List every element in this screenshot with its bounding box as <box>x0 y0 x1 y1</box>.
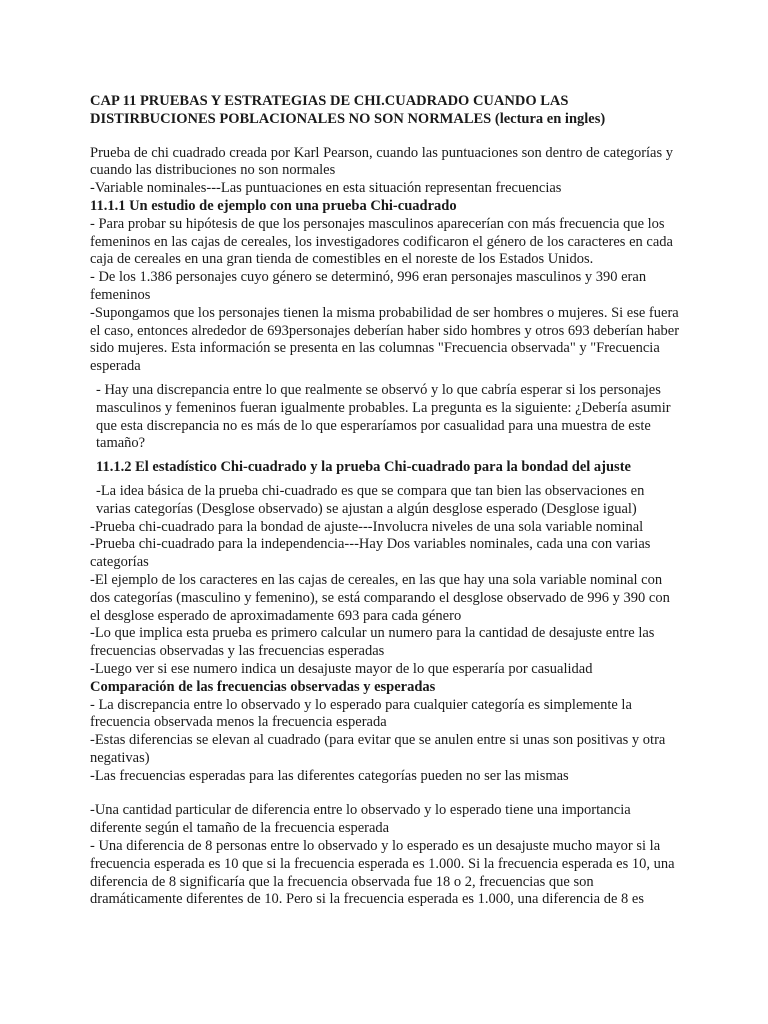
indented-paragraph: -La idea básica de la prueba chi-cuadrado es que se compara que tan bien las observaciones en varias categorías (Desglose observado) se ajustan a algún desglose esperado (Desglose igual) <box>96 482 645 517</box>
body-paragraph: -Prueba chi-cuadrado para la independencia---Hay Dos variables nominales, cada una con varias categorías <box>90 536 651 571</box>
body-paragraph: -Luego ver si ese numero indica un desajuste mayor de lo que esperaría por casualidad <box>90 660 593 677</box>
spacer <box>90 785 682 802</box>
body-paragraph: -Supongamos que los personajes tienen la misma probabilidad de ser hombres o mujeres. Si ese fuera el caso, entonces alrededor de 693personajes deberían haber sido hombres y otros 693 deberían haber sido mujeres. Esta información se presenta en las columnas "Frecuencia observada" y "Frecuencia esperada <box>90 304 680 375</box>
document-page <box>90 93 682 909</box>
section-heading: Comparación de las frecuencias observadas y esperadas <box>90 678 436 695</box>
intro-paragraph: Prueba de chi cuadrado creada por Karl Pearson, cuando las puntuaciones son dentro de categorías y cuando las distribuciones no son normales <box>90 144 674 179</box>
body-paragraph: -Lo que implica esta prueba es primero calcular un numero para la cantidad de desajuste entre las frecuencias observadas y las frecuencias esperadas <box>90 625 655 660</box>
body-paragraph: -Las frecuencias esperadas para las diferentes categorías pueden no ser las mismas <box>90 767 569 784</box>
body-paragraph: -Una cantidad particular de diferencia entre lo observado y lo esperado tiene una importancia diferente según el tamaño de la frecuencia esperada <box>90 802 631 837</box>
indented-paragraph: - Hay una discrepancia entre lo que realmente se observó y lo que cabría esperar si los personajes masculinos y femeninos fueran igualmente probables. La pregunta es la siguiente: ¿Debería asumir que esta discrepancia no es más de lo que esperaríamos por casualidad para una muestra de este tamaño? <box>96 381 671 452</box>
body-paragraph: - La discrepancia entre lo observado y lo esperado para cualquier categoría es simplemente la frecuencia observada menos la frecuencia esperada <box>90 696 632 731</box>
section-heading: 11.1.1 Un estudio de ejemplo con una prueba Chi-cuadrado <box>90 197 457 214</box>
body-paragraph: - Para probar su hipótesis de que los personajes masculinos aparecerían con más frecuencia que los femeninos en las cajas de cereales, los investigadores codificaron el género de los caracteres en cada caja de cereales en una gran tienda de comestibles en el noreste de los Estados Unidos. <box>90 215 673 268</box>
body-paragraph: -Estas diferencias se elevan al cuadrado (para evitar que se anulen entre si unas son positivas y otra negativas) <box>90 732 666 766</box>
body-paragraph: - Una diferencia de 8 personas entre lo observado y lo esperado es un desajuste mucho mayor si la frecuencia esperada es 10 que si la frecuencia esperada es 1.000. Si la frecuencia esperada es 10, una diferencia de 8 significaría que la frecuencia observada fue 18 o 2, frecuencias que son dramáticamente diferentes de 10. Pero si la frecuencia esperada es 1.000, una diferencia de 8 es <box>90 838 675 908</box>
body-paragraph: -Prueba chi-cuadrado para la bondad de ajuste---Involucra niveles de una sola variable nominal <box>90 518 644 535</box>
document-title: CAP 11 PRUEBAS Y ESTRATEGIAS DE CHI.CUADRADO CUANDO LAS DISTIRBUCIONES POBLACIONALES NO SON NORMALES (lectura en ingles) <box>90 93 606 127</box>
intro-paragraph: -Variable nominales---Las puntuaciones en esta situación representan frecuencias <box>90 180 562 197</box>
section-heading: 11.1.2 El estadístico Chi-cuadrado y la prueba Chi-cuadrado para la bondad del ajuste <box>96 459 631 476</box>
body-paragraph: -El ejemplo de los caracteres en las cajas de cereales, en las que hay una sola variable nominal con dos categorías (masculino y femenino), se está comparando el desglose observado de 996 y 390 con el desglose esperado de aproximadamente 693 para cada género <box>90 571 670 624</box>
body-paragraph: - De los 1.386 personajes cuyo género se determinó, 996 eran personajes masculinos y 390 eran femeninos <box>90 269 647 303</box>
